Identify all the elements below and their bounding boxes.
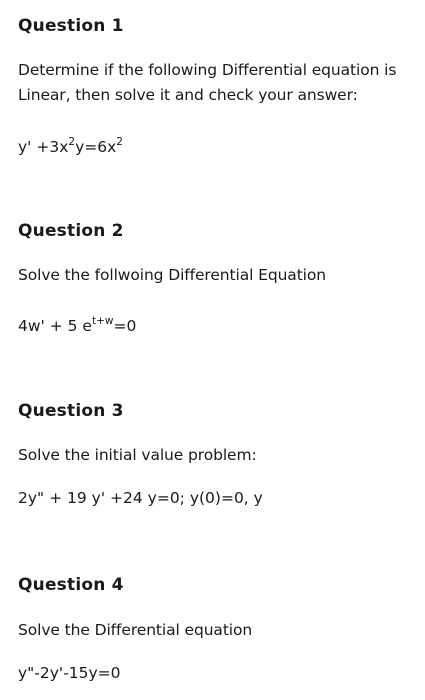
equation-superscript: t+w: [91, 314, 114, 327]
question-3-title: Question 3: [18, 401, 124, 421]
equation-superscript: 2: [68, 135, 76, 148]
question-2-text: Solve the follwoing Differential Equation: [18, 266, 326, 284]
question-4-equation: y"-2y'-15y=0: [18, 664, 121, 682]
equation-part: 4w' + 5 e: [18, 317, 92, 335]
equation-part: y=6x: [75, 138, 117, 156]
equation-superscript: 2: [116, 135, 123, 148]
equation-part: =0: [113, 317, 137, 335]
equation-part: y' +3x: [18, 138, 69, 156]
question-1-equation: [18, 136, 123, 158]
question-1-text: Determine if the following Differential equation is Linear, then solve it and check your answer:: [18, 61, 397, 104]
question-4-title: Question 4: [18, 575, 124, 595]
question-2-title: Question 2: [18, 221, 124, 241]
question-4-text: Solve the Differential equation: [18, 621, 253, 639]
question-3-equation: 2y" + 19 y' +24 y=0; y(0)=0, y: [18, 489, 263, 507]
question-3-text: Solve the initial value problem:: [18, 446, 257, 464]
question-1-title: Question 1: [18, 16, 124, 36]
question-2-equation: [18, 315, 136, 337]
